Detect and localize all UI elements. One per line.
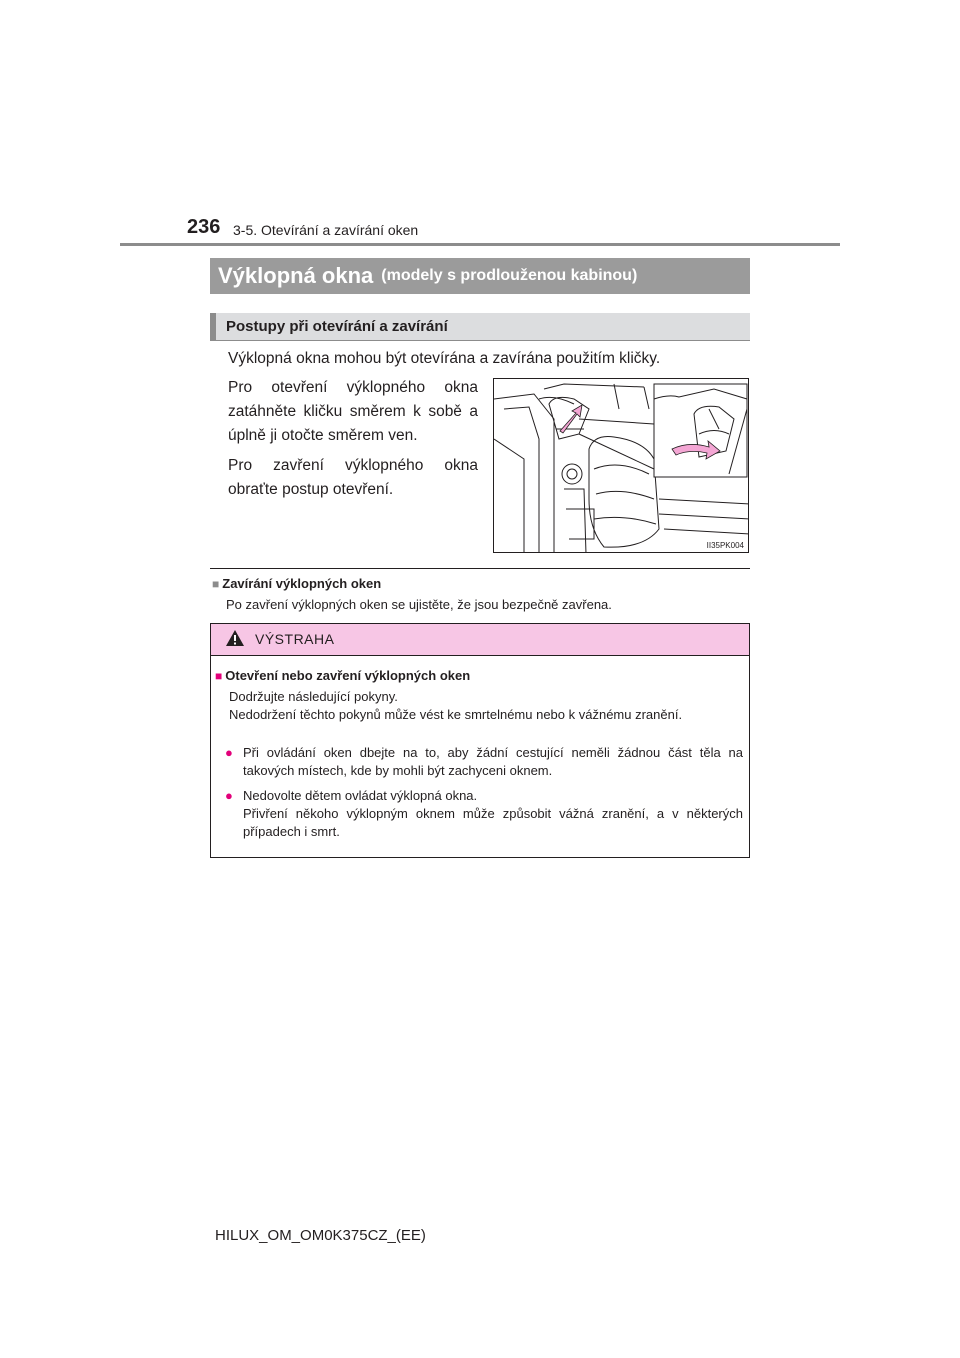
window-latch-figure [493,378,749,553]
intro-paragraph: Výklopná okna mohou být otevírána a zavírána použitím kličky. [228,350,661,367]
warning-bullet2-line2: Přivření někoho výklopným oknem může způsobit vážná zranění, a v některých případech i smrt. [243,806,743,839]
square-bullet-icon: ■ [215,669,223,683]
section-title: Výklopná okna [218,263,374,288]
open-instruction: Pro otevření výklopného okna zatáhněte kličku směrem k sobě a úplně ji otočte směrem ven. [228,379,478,444]
header-rule [120,243,840,246]
subsection-title: Postupy při otevírání a zavírání [210,313,750,341]
warning-box [210,623,750,858]
warning-intro [229,688,743,724]
warning-triangle-icon [225,629,245,647]
note-heading [212,576,381,591]
warning-bullet-text: Při ovládání oken dbejte na to, aby žádní cestující neměli žádnou část těla na takových místech, kde by mohli být zachyceni oknem. [243,745,743,778]
note-text: Po zavření výklopných oken se ujistěte, že jsou bezpečně zavřena. [226,597,612,612]
figure-code: II35PK004 [706,541,744,550]
circle-bullet-icon: ● [225,788,233,803]
warning-bullet2-line1: Nedovolte dětem ovládat výklopná okna. [243,788,478,803]
note-heading-text: Zavírání výklopných oken [222,576,382,591]
warning-heading-text: Otevření nebo zavření výklopných oken [225,668,471,683]
page-number: 236 [187,216,221,238]
chapter-title: 3-5. Otevírání a zavírání oken [233,222,419,238]
instructions-block [228,376,478,508]
circle-bullet-icon: ● [225,745,233,760]
warning-label: VÝSTRAHA [255,631,335,647]
warning-intro-line2: Nedodržení těchto pokynů může vést ke smrtelnému nebo k vážnému zranění. [229,707,683,722]
section-divider [210,568,750,569]
section-title-bar [210,258,750,294]
latch-illustration [494,379,749,553]
warning-heading [215,668,470,683]
close-instruction: Pro zavření výklopného okna obraťte postup otevření. [228,457,478,498]
square-bullet-icon: ■ [212,577,220,591]
warning-intro-line1: Dodržujte následující pokyny. [229,689,398,704]
document-code: HILUX_OM_OM0K375CZ_(EE) [215,1227,426,1244]
warning-bullet [225,787,743,841]
warning-bullet-text-block [243,787,743,841]
warning-bullet [225,744,743,780]
warning-header [211,624,749,656]
section-title-suffix: (modely s prodlouženou kabinou) [381,267,638,284]
